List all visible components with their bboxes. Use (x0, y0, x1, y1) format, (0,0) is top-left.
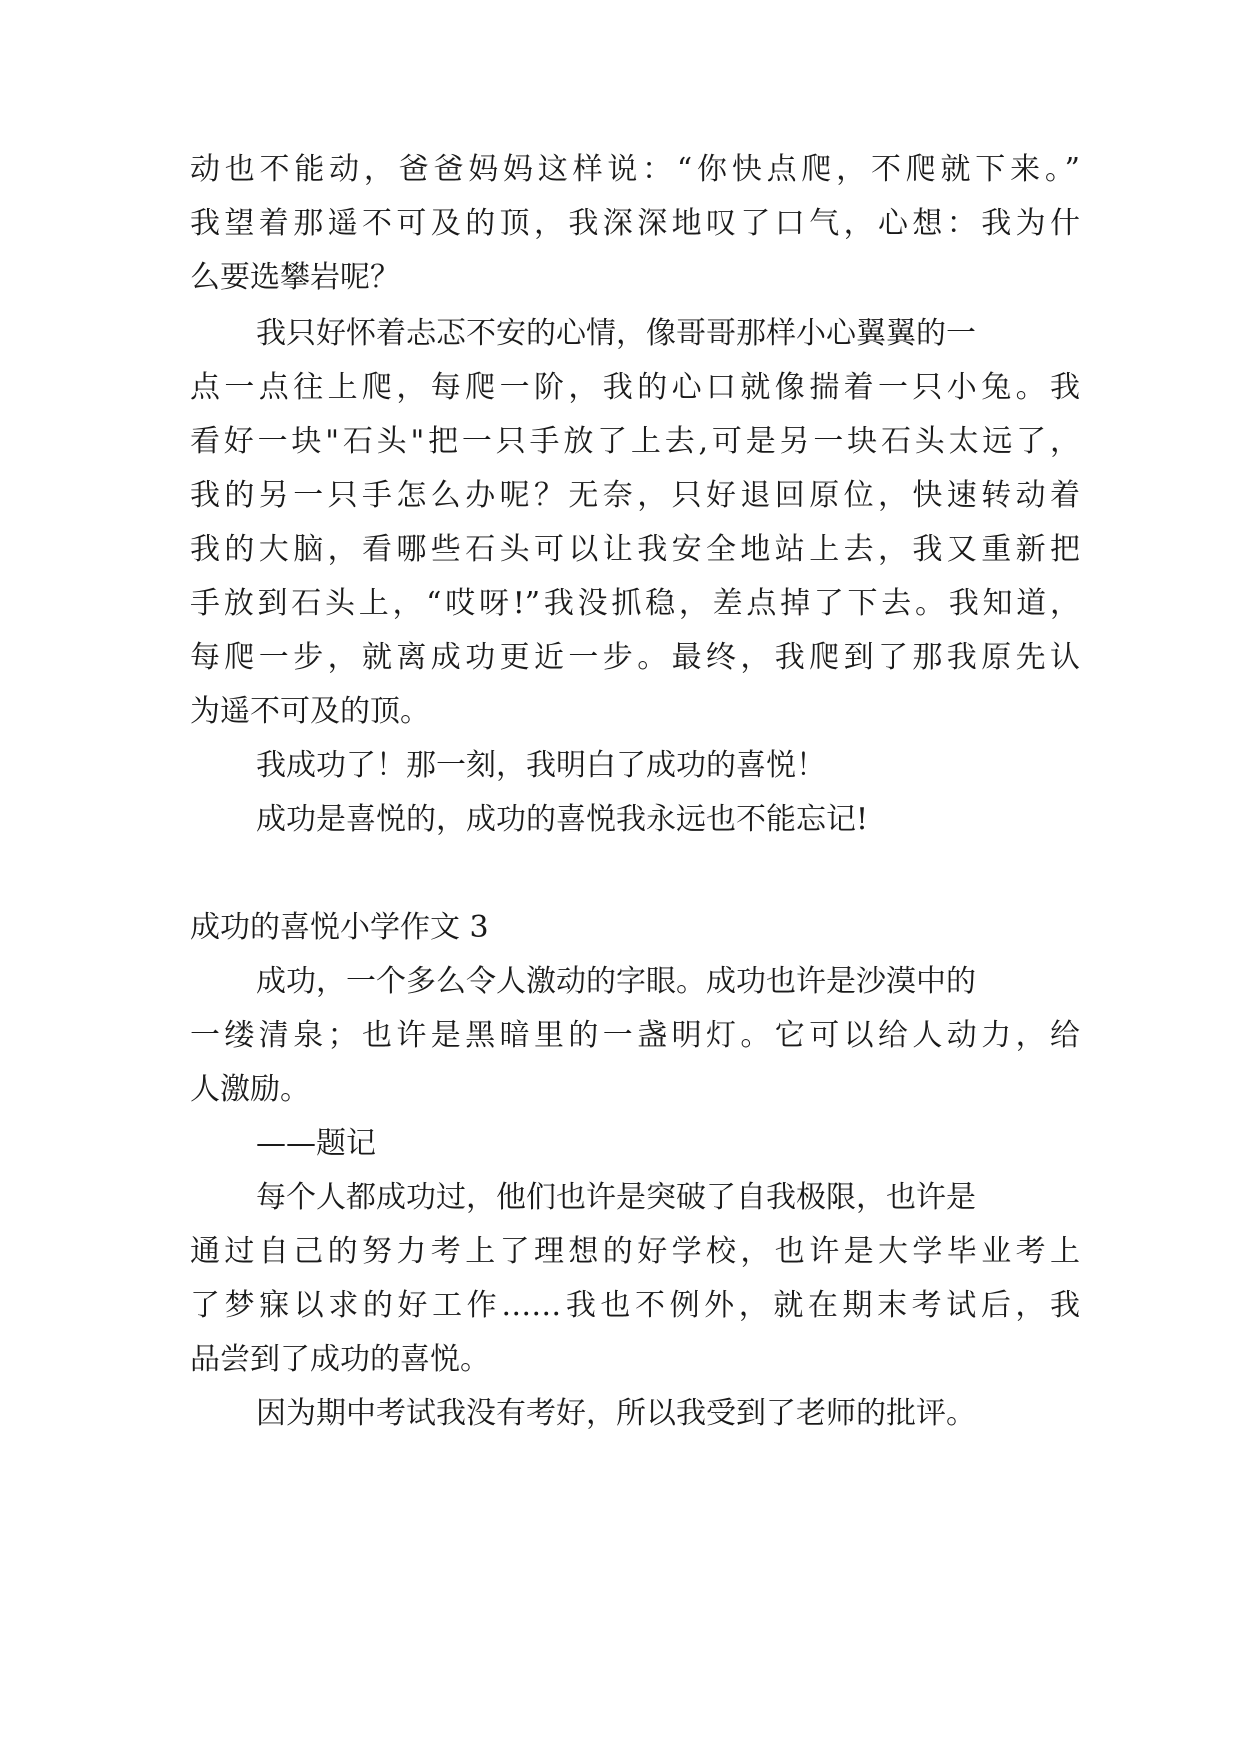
paragraph-line: 成功是喜悦的，成功的喜悦我永远也不能忘记! (256, 802, 869, 837)
paragraph-line: 我成功了！那一刻，我明白了成功的喜悦！ (256, 748, 826, 783)
text-line: 我望着那遥不可及的顶，我深深地叹了口气，心想：我为什 (190, 206, 1080, 241)
text-line: 手放到石头上，“哎呀!”我没抓稳，差点掉了下去。我知道， (190, 586, 1080, 621)
text-line: 点一点往上爬，每爬一阶，我的心口就像揣着一只小兔。我 (190, 370, 1080, 405)
text-line: 我的另一只手怎么办呢？无奈，只好退回原位，快速转动着 (190, 478, 1080, 513)
paragraph-start-line: 因为期中考试我没有考好，所以我受到了老师的批评。 (256, 1396, 976, 1431)
paragraph-start-line: 成功，一个多么令人激动的字眼。成功也许是沙漠中的 (256, 964, 976, 999)
text-line: 么要选攀岩呢？ (190, 260, 400, 295)
paragraph-start-line: 我只好怀着忐忑不安的心情，像哥哥那样小心翼翼的一 (256, 316, 976, 351)
epigraph-attribution: ——题记 (256, 1126, 376, 1161)
text-line: 我的大脑，看哪些石头可以让我安全地站上去，我又重新把 (190, 532, 1080, 567)
paragraph-start-line: 每个人都成功过，他们也许是突破了自我极限，也许是 (256, 1180, 976, 1215)
text-line: 人激励。 (190, 1072, 310, 1107)
text-line: 动也不能动，爸爸妈妈这样说：“你快点爬，不爬就下来。” (190, 152, 1080, 187)
section-heading: 成功的喜悦小学作文 3 (190, 910, 489, 945)
text-line: 了梦寐以求的好工作……我也不例外，就在期末考试后，我 (190, 1288, 1080, 1323)
text-line: 一缕清泉；也许是黑暗里的一盏明灯。它可以给人动力，给 (190, 1018, 1080, 1053)
text-line: 每爬一步，就离成功更近一步。最终，我爬到了那我原先认 (190, 640, 1080, 675)
text-line: 为遥不可及的顶。 (190, 694, 430, 729)
text-line: 看好一块"石头"把一只手放了上去,可是另一块石头太远了， (190, 424, 1080, 459)
text-line: 通过自己的努力考上了理想的好学校，也许是大学毕业考上 (190, 1234, 1080, 1269)
text-line: 品尝到了成功的喜悦。 (190, 1342, 490, 1377)
